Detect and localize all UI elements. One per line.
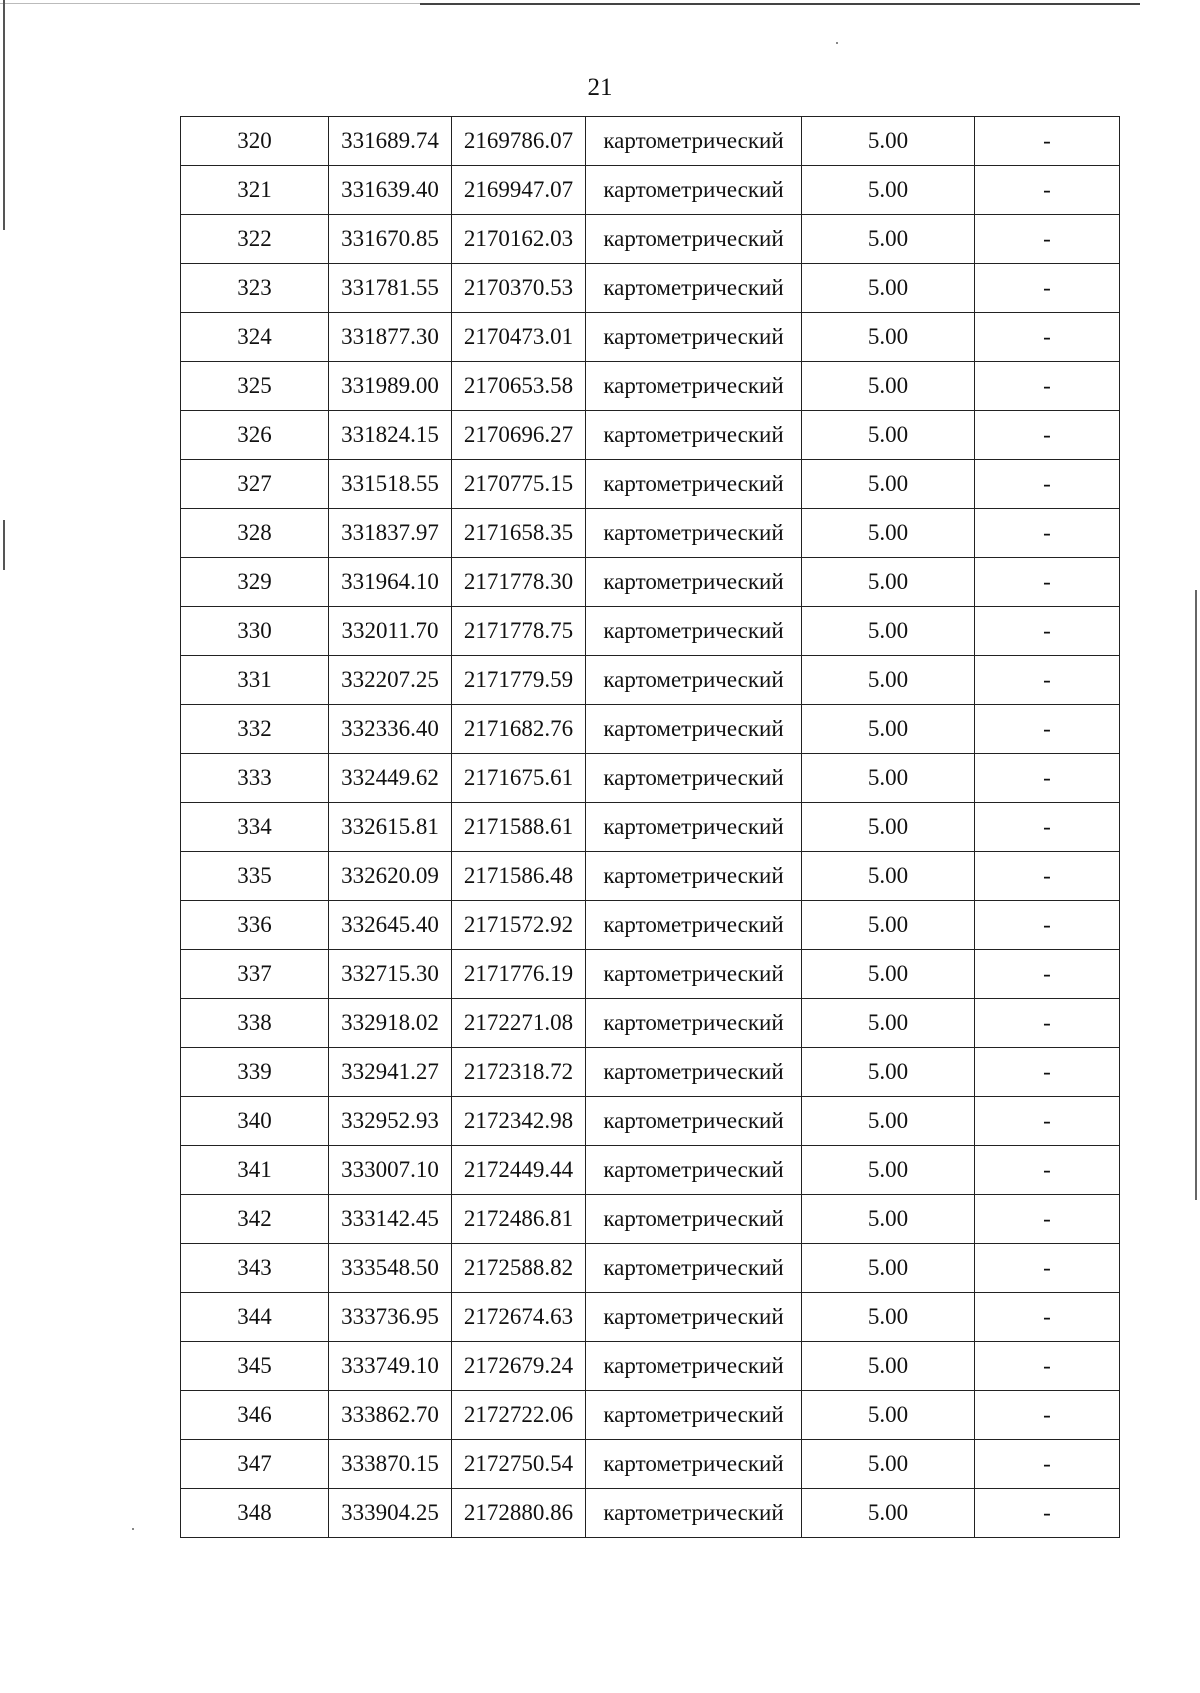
- method-cell: картометрический: [586, 999, 802, 1048]
- accuracy-cell: 5.00: [802, 460, 975, 509]
- point-number-cell: 343: [181, 1244, 329, 1293]
- x-coordinate-cell: 332918.02: [329, 999, 452, 1048]
- description-cell: -: [975, 558, 1120, 607]
- method-cell: картометрический: [586, 950, 802, 999]
- method-cell: картометрический: [586, 1391, 802, 1440]
- y-coordinate-cell: 2172486.81: [452, 1195, 586, 1244]
- point-number-cell: 334: [181, 803, 329, 852]
- accuracy-cell: 5.00: [802, 901, 975, 950]
- accuracy-cell: 5.00: [802, 1293, 975, 1342]
- point-number-cell: 323: [181, 264, 329, 313]
- x-coordinate-cell: 332449.62: [329, 754, 452, 803]
- point-number-cell: 320: [181, 117, 329, 166]
- x-coordinate-cell: 331964.10: [329, 558, 452, 607]
- y-coordinate-cell: 2170162.03: [452, 215, 586, 264]
- description-cell: -: [975, 362, 1120, 411]
- method-cell: картометрический: [586, 509, 802, 558]
- method-cell: картометрический: [586, 1440, 802, 1489]
- scan-speck: [132, 1528, 134, 1530]
- table-row: [181, 1195, 1120, 1244]
- y-coordinate-cell: 2170653.58: [452, 362, 586, 411]
- x-coordinate-cell: 333736.95: [329, 1293, 452, 1342]
- method-cell: картометрический: [586, 803, 802, 852]
- description-cell: -: [975, 999, 1120, 1048]
- coordinates-table-body: [181, 117, 1120, 1538]
- description-cell: -: [975, 215, 1120, 264]
- accuracy-cell: 5.00: [802, 362, 975, 411]
- accuracy-cell: 5.00: [802, 1391, 975, 1440]
- description-cell: -: [975, 705, 1120, 754]
- table-row: [181, 950, 1120, 999]
- table-row: [181, 460, 1120, 509]
- y-coordinate-cell: 2171586.48: [452, 852, 586, 901]
- x-coordinate-cell: 331781.55: [329, 264, 452, 313]
- y-coordinate-cell: 2171779.59: [452, 656, 586, 705]
- point-number-cell: 322: [181, 215, 329, 264]
- description-cell: -: [975, 1391, 1120, 1440]
- description-cell: -: [975, 264, 1120, 313]
- table-row: [181, 1097, 1120, 1146]
- accuracy-cell: 5.00: [802, 166, 975, 215]
- point-number-cell: 336: [181, 901, 329, 950]
- method-cell: картометрический: [586, 362, 802, 411]
- method-cell: картометрический: [586, 1293, 802, 1342]
- method-cell: картометрический: [586, 1195, 802, 1244]
- accuracy-cell: 5.00: [802, 1195, 975, 1244]
- description-cell: -: [975, 1146, 1120, 1195]
- point-number-cell: 342: [181, 1195, 329, 1244]
- x-coordinate-cell: 332952.93: [329, 1097, 452, 1146]
- accuracy-cell: 5.00: [802, 215, 975, 264]
- method-cell: картометрический: [586, 117, 802, 166]
- accuracy-cell: 5.00: [802, 313, 975, 362]
- accuracy-cell: 5.00: [802, 607, 975, 656]
- y-coordinate-cell: 2172449.44: [452, 1146, 586, 1195]
- x-coordinate-cell: 331877.30: [329, 313, 452, 362]
- method-cell: картометрический: [586, 1342, 802, 1391]
- method-cell: картометрический: [586, 607, 802, 656]
- page-number: 21: [587, 74, 613, 101]
- accuracy-cell: 5.00: [802, 803, 975, 852]
- x-coordinate-cell: 333548.50: [329, 1244, 452, 1293]
- x-coordinate-cell: 333904.25: [329, 1489, 452, 1538]
- y-coordinate-cell: 2171675.61: [452, 754, 586, 803]
- accuracy-cell: 5.00: [802, 852, 975, 901]
- table-row: [181, 264, 1120, 313]
- description-cell: -: [975, 166, 1120, 215]
- x-coordinate-cell: 332336.40: [329, 705, 452, 754]
- table-row: [181, 117, 1120, 166]
- description-cell: -: [975, 1195, 1120, 1244]
- accuracy-cell: 5.00: [802, 509, 975, 558]
- description-cell: -: [975, 607, 1120, 656]
- table-row: [181, 803, 1120, 852]
- y-coordinate-cell: 2171572.92: [452, 901, 586, 950]
- accuracy-cell: 5.00: [802, 656, 975, 705]
- table-row: [181, 901, 1120, 950]
- point-number-cell: 330: [181, 607, 329, 656]
- point-number-cell: 331: [181, 656, 329, 705]
- method-cell: картометрический: [586, 754, 802, 803]
- description-cell: -: [975, 117, 1120, 166]
- point-number-cell: 345: [181, 1342, 329, 1391]
- method-cell: картометрический: [586, 1097, 802, 1146]
- scan-margin-mark: [1195, 590, 1197, 1200]
- point-number-cell: 325: [181, 362, 329, 411]
- y-coordinate-cell: 2172880.86: [452, 1489, 586, 1538]
- accuracy-cell: 5.00: [802, 950, 975, 999]
- table-row: [181, 656, 1120, 705]
- accuracy-cell: 5.00: [802, 411, 975, 460]
- y-coordinate-cell: 2171588.61: [452, 803, 586, 852]
- description-cell: -: [975, 460, 1120, 509]
- table-row: [181, 411, 1120, 460]
- point-number-cell: 341: [181, 1146, 329, 1195]
- accuracy-cell: 5.00: [802, 705, 975, 754]
- x-coordinate-cell: 331989.00: [329, 362, 452, 411]
- description-cell: -: [975, 1244, 1120, 1293]
- table-row: [181, 1293, 1120, 1342]
- accuracy-cell: 5.00: [802, 754, 975, 803]
- y-coordinate-cell: 2172750.54: [452, 1440, 586, 1489]
- x-coordinate-cell: 332941.27: [329, 1048, 452, 1097]
- point-number-cell: 347: [181, 1440, 329, 1489]
- accuracy-cell: 5.00: [802, 264, 975, 313]
- description-cell: -: [975, 509, 1120, 558]
- method-cell: картометрический: [586, 901, 802, 950]
- point-number-cell: 335: [181, 852, 329, 901]
- x-coordinate-cell: 333749.10: [329, 1342, 452, 1391]
- y-coordinate-cell: 2172588.82: [452, 1244, 586, 1293]
- table-row: [181, 999, 1120, 1048]
- table-row: [181, 313, 1120, 362]
- y-coordinate-cell: 2171658.35: [452, 509, 586, 558]
- description-cell: -: [975, 803, 1120, 852]
- accuracy-cell: 5.00: [802, 1342, 975, 1391]
- y-coordinate-cell: 2172318.72: [452, 1048, 586, 1097]
- method-cell: картометрический: [586, 656, 802, 705]
- method-cell: картометрический: [586, 1489, 802, 1538]
- x-coordinate-cell: 332011.70: [329, 607, 452, 656]
- point-number-cell: 321: [181, 166, 329, 215]
- table-row: [181, 705, 1120, 754]
- coordinates-table: [180, 116, 1120, 1538]
- table-row: [181, 1440, 1120, 1489]
- description-cell: -: [975, 950, 1120, 999]
- table-row: [181, 215, 1120, 264]
- table-row: [181, 1489, 1120, 1538]
- table-row: [181, 1342, 1120, 1391]
- y-coordinate-cell: 2170370.53: [452, 264, 586, 313]
- method-cell: картометрический: [586, 460, 802, 509]
- table-row: [181, 509, 1120, 558]
- scan-margin-mark: [3, 0, 5, 230]
- description-cell: -: [975, 1342, 1120, 1391]
- table-row: [181, 607, 1120, 656]
- description-cell: -: [975, 754, 1120, 803]
- method-cell: картометрический: [586, 558, 802, 607]
- table-row: [181, 754, 1120, 803]
- method-cell: картометрический: [586, 215, 802, 264]
- x-coordinate-cell: 333007.10: [329, 1146, 452, 1195]
- y-coordinate-cell: 2169786.07: [452, 117, 586, 166]
- description-cell: -: [975, 852, 1120, 901]
- y-coordinate-cell: 2172674.63: [452, 1293, 586, 1342]
- accuracy-cell: 5.00: [802, 117, 975, 166]
- point-number-cell: 337: [181, 950, 329, 999]
- table-row: [181, 166, 1120, 215]
- description-cell: -: [975, 313, 1120, 362]
- description-cell: -: [975, 411, 1120, 460]
- description-cell: -: [975, 1489, 1120, 1538]
- point-number-cell: 332: [181, 705, 329, 754]
- description-cell: -: [975, 1097, 1120, 1146]
- method-cell: картометрический: [586, 1146, 802, 1195]
- method-cell: картометрический: [586, 411, 802, 460]
- y-coordinate-cell: 2172271.08: [452, 999, 586, 1048]
- y-coordinate-cell: 2170473.01: [452, 313, 586, 362]
- point-number-cell: 327: [181, 460, 329, 509]
- method-cell: картометрический: [586, 1048, 802, 1097]
- accuracy-cell: 5.00: [802, 1489, 975, 1538]
- x-coordinate-cell: 331837.97: [329, 509, 452, 558]
- accuracy-cell: 5.00: [802, 558, 975, 607]
- table-row: [181, 1146, 1120, 1195]
- point-number-cell: 329: [181, 558, 329, 607]
- scan-speck: [836, 42, 838, 44]
- x-coordinate-cell: 332645.40: [329, 901, 452, 950]
- x-coordinate-cell: 332615.81: [329, 803, 452, 852]
- accuracy-cell: 5.00: [802, 999, 975, 1048]
- method-cell: картометрический: [586, 313, 802, 362]
- y-coordinate-cell: 2171682.76: [452, 705, 586, 754]
- description-cell: -: [975, 1048, 1120, 1097]
- point-number-cell: 333: [181, 754, 329, 803]
- x-coordinate-cell: 332620.09: [329, 852, 452, 901]
- accuracy-cell: 5.00: [802, 1146, 975, 1195]
- accuracy-cell: 5.00: [802, 1097, 975, 1146]
- table-row: [181, 362, 1120, 411]
- y-coordinate-cell: 2172722.06: [452, 1391, 586, 1440]
- table-row: [181, 1244, 1120, 1293]
- x-coordinate-cell: 331670.85: [329, 215, 452, 264]
- table-row: [181, 1391, 1120, 1440]
- table-row: [181, 852, 1120, 901]
- description-cell: -: [975, 656, 1120, 705]
- x-coordinate-cell: 332715.30: [329, 950, 452, 999]
- point-number-cell: 348: [181, 1489, 329, 1538]
- x-coordinate-cell: 333870.15: [329, 1440, 452, 1489]
- accuracy-cell: 5.00: [802, 1440, 975, 1489]
- scan-margin-mark: [3, 520, 5, 570]
- point-number-cell: 339: [181, 1048, 329, 1097]
- point-number-cell: 324: [181, 313, 329, 362]
- x-coordinate-cell: 331518.55: [329, 460, 452, 509]
- point-number-cell: 340: [181, 1097, 329, 1146]
- accuracy-cell: 5.00: [802, 1244, 975, 1293]
- method-cell: картометрический: [586, 705, 802, 754]
- description-cell: -: [975, 1440, 1120, 1489]
- point-number-cell: 326: [181, 411, 329, 460]
- y-coordinate-cell: 2170775.15: [452, 460, 586, 509]
- y-coordinate-cell: 2171778.75: [452, 607, 586, 656]
- x-coordinate-cell: 331824.15: [329, 411, 452, 460]
- point-number-cell: 328: [181, 509, 329, 558]
- y-coordinate-cell: 2171776.19: [452, 950, 586, 999]
- method-cell: картометрический: [586, 166, 802, 215]
- accuracy-cell: 5.00: [802, 1048, 975, 1097]
- x-coordinate-cell: 332207.25: [329, 656, 452, 705]
- method-cell: картометрический: [586, 852, 802, 901]
- y-coordinate-cell: 2172342.98: [452, 1097, 586, 1146]
- y-coordinate-cell: 2170696.27: [452, 411, 586, 460]
- scan-edge-line: [0, 3, 440, 4]
- x-coordinate-cell: 333862.70: [329, 1391, 452, 1440]
- method-cell: картометрический: [586, 1244, 802, 1293]
- scan-edge-line: [420, 3, 1140, 5]
- point-number-cell: 338: [181, 999, 329, 1048]
- point-number-cell: 346: [181, 1391, 329, 1440]
- description-cell: -: [975, 901, 1120, 950]
- point-number-cell: 344: [181, 1293, 329, 1342]
- x-coordinate-cell: 331639.40: [329, 166, 452, 215]
- description-cell: -: [975, 1293, 1120, 1342]
- y-coordinate-cell: 2169947.07: [452, 166, 586, 215]
- table-row: [181, 1048, 1120, 1097]
- y-coordinate-cell: 2171778.30: [452, 558, 586, 607]
- table-row: [181, 558, 1120, 607]
- y-coordinate-cell: 2172679.24: [452, 1342, 586, 1391]
- method-cell: картометрический: [586, 264, 802, 313]
- x-coordinate-cell: 331689.74: [329, 117, 452, 166]
- x-coordinate-cell: 333142.45: [329, 1195, 452, 1244]
